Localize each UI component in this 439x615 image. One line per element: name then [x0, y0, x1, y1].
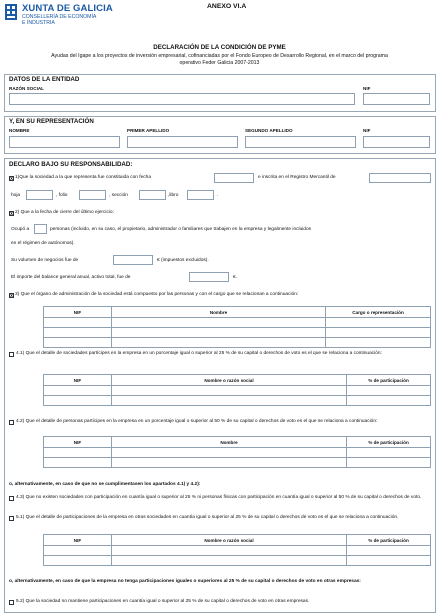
razon-social-field[interactable] [9, 93, 355, 105]
table-header-row [44, 535, 431, 546]
ocupo-description-line2: en el régimen de autónomos). [11, 241, 75, 246]
segundo-apellido-label: SEGUNDO APELLIDO [245, 128, 293, 133]
annex-label: ANEXO VI.A [207, 3, 247, 10]
table-header-row [44, 437, 431, 448]
segundo-apellido-field[interactable] [245, 136, 356, 148]
ocupo-label: Ocupó a [11, 227, 30, 232]
table-header-nombre: Nombre [112, 307, 326, 318]
item42-text: 4.2) Que el detalle de personas partícipes en la empresa en un porcentaje igual o superior al 50 % de su capital o derechos de voto es el que se relaciona a continuación: [16, 419, 378, 424]
volumen-label: Su volumen de negocios fue de [11, 258, 79, 263]
table-header-nif: NIF [44, 307, 112, 318]
participaciones-otras-table [43, 534, 431, 566]
seccion-label: , sección [109, 193, 128, 198]
hoja-label: hoja [11, 193, 21, 198]
table-row[interactable] [44, 396, 431, 406]
table-header-participacion: % de participación [347, 437, 431, 448]
item51-text: 5.1) Que el detalle de participaciones de la empresa en otras sociedades en cuantía igual o superior al 25 % de su capital o derechos de voto es el que se relaciona a continuación. [16, 515, 399, 520]
hoja-field[interactable] [26, 190, 53, 200]
libro-label: ,libro [168, 193, 179, 198]
representante-nif-field[interactable] [363, 136, 430, 148]
folio-field[interactable] [79, 190, 106, 200]
table-row[interactable] [44, 546, 431, 556]
table-header-row [44, 307, 431, 318]
registro-mercantil-field[interactable] [369, 173, 431, 183]
item3-checkbox[interactable]: x [10, 293, 13, 299]
item42-checkbox[interactable] [9, 420, 14, 425]
page-title: DECLARACIÓN DE LA CONDICIÓN DE PYME [153, 44, 286, 51]
balance-field[interactable] [189, 272, 229, 282]
table-header-participacion: % de participación [347, 535, 431, 546]
libro-field[interactable] [187, 190, 214, 200]
primer-apellido-field[interactable] [127, 136, 238, 148]
item1-checkbox[interactable]: x [10, 176, 13, 182]
alternativa-1-text: o, alternativamente, en caso de que no se cumplimentasen los apartados 4.1) y 4.2): [9, 482, 201, 487]
table-header-razon-social: Nombre o razón social [112, 375, 347, 386]
item3-text: 3) Que el órgano de administración de la sociedad está compuesto por las personas y con el cargo que se relacionan a continuación: [15, 292, 299, 297]
table-row[interactable] [44, 328, 431, 338]
item2-checkbox[interactable]: x [10, 211, 13, 217]
page-subtitle: Ayudas del Igape a los proyectos de inversión empresarial, cofinanciadas por el Fondo Europeo de Desarrollo Regional, en el marco del programa operativo Feder Galicia 2007-2013 [51, 53, 388, 66]
nombre-field[interactable] [9, 136, 120, 148]
item41-text: 4.1) Que el detalle de sociedades partícipes en la empresa en un porcentaje igual o superior al 25 % de su capital o derechos de voto es el que se relaciona a continuación: [16, 351, 382, 356]
item1-text: 1)Que la sociedad a la que representa fue constituida con fecha [15, 175, 152, 180]
item52-checkbox[interactable] [9, 600, 14, 605]
representante-nif-label: NIF [363, 128, 371, 133]
table-header-nif: NIF [44, 535, 112, 546]
table-header-cargo: Cargo o representación [326, 307, 431, 318]
sociedades-participes-table [43, 374, 431, 406]
table-header-nif: NIF [44, 437, 112, 448]
table-row[interactable] [44, 318, 431, 328]
balance-suffix: €. [233, 275, 238, 280]
fecha-constitucion-field[interactable] [214, 173, 254, 183]
declaro-title: DECLARO BAJO SU RESPONSABILIDAD: [9, 161, 133, 168]
primer-apellido-label: PRIMER APELLIDO [127, 128, 170, 133]
personas-participes-table [43, 436, 431, 468]
volumen-suffix: € (impuestos excluidos). [157, 258, 209, 263]
table-header-nif: NIF [44, 375, 112, 386]
xunta-logo-icon [5, 4, 17, 20]
item52-text: 5.2) Que la sociedad no mantiene participaciones en cuantía igual o superior al 25 % de su capital o derechos de voto en otras empresas. [16, 599, 310, 604]
table-header-razon-social: Nombre o razón social [112, 535, 347, 546]
nombre-label: NOMBRE [9, 128, 30, 133]
table-row[interactable] [44, 386, 431, 396]
item43-checkbox[interactable] [9, 496, 14, 501]
folio-label: , folio [56, 193, 68, 198]
ocupo-description: personas (incluido, en su caso, el propietario, administrador o familiares que trabajen en la empresa y legalmente incluidos [50, 227, 312, 232]
logo-title: XUNTA DE GALICIA [22, 3, 113, 14]
razon-social-label: RAZÓN SOCIAL [9, 86, 44, 91]
entidad-title: DATOS DE LA ENTIDAD [9, 76, 80, 83]
entidad-nif-label: NIF [363, 86, 371, 91]
item1-registro-text: e inscrita en el Registro Mercantil de [258, 175, 336, 180]
alternativa-2-text: o, alternativamente, en caso de que la empresa no tenga participaciones iguales o superiores al 25 % de su capital o derechos de voto en otras empresas: [9, 579, 361, 584]
table-row[interactable] [44, 448, 431, 458]
representacion-title: Y, EN SU REPRESENTACIÓN [9, 118, 94, 125]
volumen-negocios-field[interactable] [113, 255, 153, 265]
table-row[interactable] [44, 556, 431, 566]
item2-text: 2) Que a la fecha de cierre del último ejercicio: [15, 210, 114, 215]
entidad-nif-field[interactable] [363, 93, 430, 105]
table-header-row [44, 375, 431, 386]
seccion-field[interactable] [139, 190, 166, 200]
administracion-table [43, 306, 431, 348]
table-header-participacion: % de participación [347, 375, 431, 386]
logo-subtitle: CONSELLERÍA DE ECONOMÍA E INDUSTRIA [22, 14, 97, 27]
table-row[interactable] [44, 338, 431, 348]
table-header-nombre: Nombre [112, 437, 347, 448]
item43-text: 4.3) Que no existen sociedades con participación en cuantía igual o superior al 25 % ni personas físicas con participación en cuantía igual o superior al 50 % de su capital o derechos de voto. [16, 495, 422, 500]
item41-checkbox[interactable] [9, 352, 14, 357]
balance-label: El importe del balance general anual, activo total, fue de [11, 275, 131, 280]
personas-field[interactable] [34, 224, 47, 234]
libro-period: . [217, 193, 219, 198]
item51-checkbox[interactable] [9, 516, 14, 521]
table-row[interactable] [44, 458, 431, 468]
